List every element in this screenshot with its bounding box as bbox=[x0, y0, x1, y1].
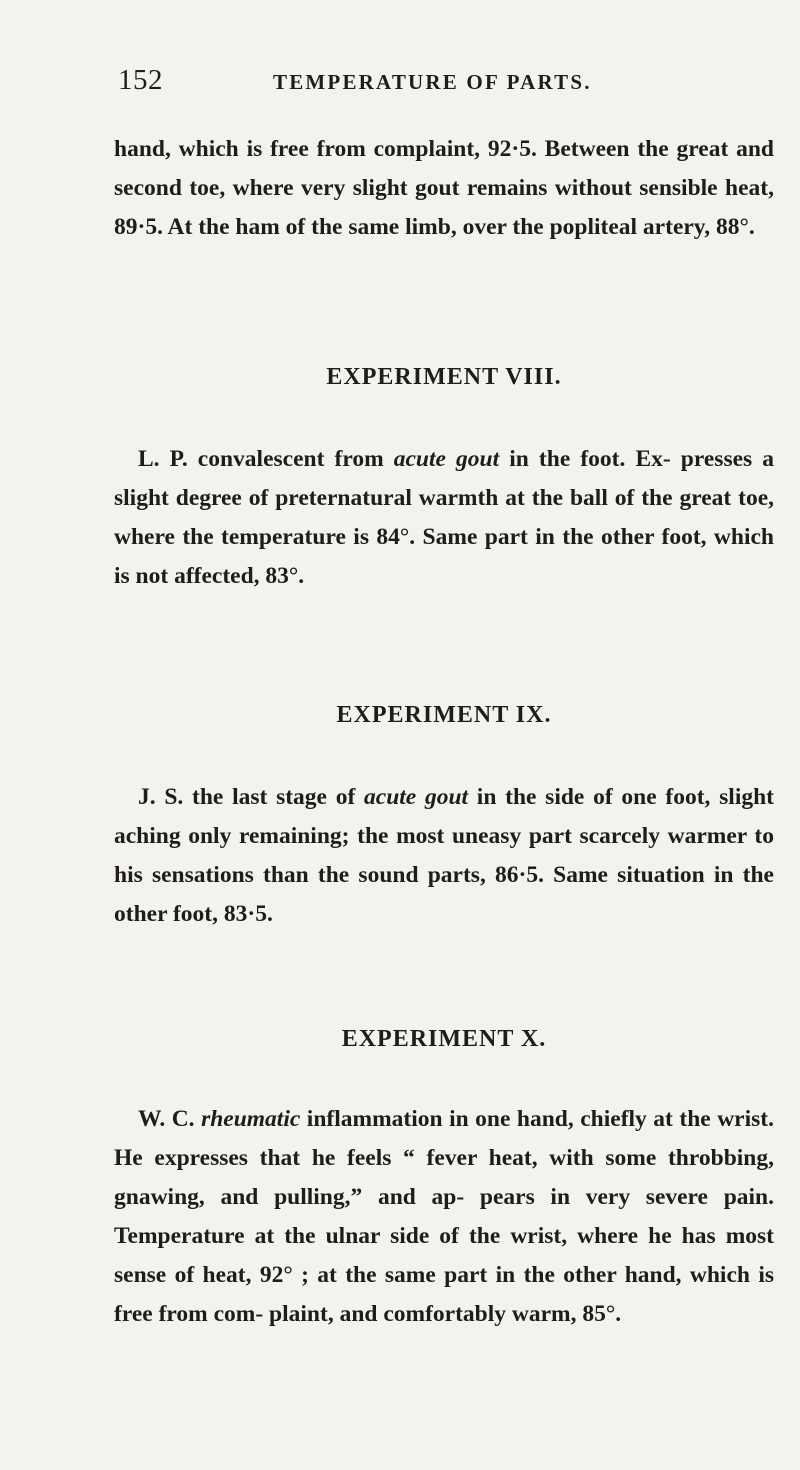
experiment-ix-text-end: in the side of one foot, slight aching only remaining; the most uneasy part scarcely warmer to his sensations than the sound parts, 86·5. Same situation in the other foot, 83·5. bbox=[114, 784, 774, 927]
experiment-x-text-italic: rheumatic bbox=[201, 1106, 301, 1132]
running-title: TEMPERATURE OF PARTS. bbox=[273, 70, 592, 94]
experiment-x-text-start: W. C. bbox=[138, 1106, 202, 1132]
experiment-x-text-end: inflammation in one hand, chiefly at the wrist. He expresses that he feels “ fever heat, with some throbbing, gnawing, and pulling,” and ap- pears in very severe pain. Temperature at the ulnar side of the wrist, where he has most sense of heat, 92° ; at the same part in the other hand, which is free from com- plaint, and comfortably warm, 85°. bbox=[114, 1106, 774, 1327]
experiment-ix-text-start: J. S. the last stage of bbox=[138, 784, 365, 810]
experiment-ix-heading: EXPERIMENT IX. bbox=[336, 702, 552, 728]
experiment-viii-text-end: in the foot. Ex- presses a slight degree of preternatural warmth at the ball of the great toe, where the temperature is 84°. Same part in the other foot, which is not affected, 83°. bbox=[114, 446, 775, 589]
continued-paragraph: hand, which is free from complaint, 92·5. Between the great and second toe, where very slight gout remains without sensible heat, 89·5. At the ham of the same limb, over the popliteal artery, 88°. bbox=[114, 136, 774, 240]
experiment-viii-text-italic: acute gout bbox=[393, 446, 500, 472]
experiment-viii-text bbox=[114, 440, 774, 596]
running-head bbox=[118, 64, 758, 104]
experiment-ix-text bbox=[114, 778, 774, 934]
experiment-ix-text-italic: acute gout bbox=[364, 784, 469, 810]
experiment-viii-heading: EXPERIMENT VIII. bbox=[326, 364, 562, 390]
experiment-x-text bbox=[114, 1100, 774, 1334]
page-number: 152 bbox=[118, 64, 163, 96]
experiment-viii-text-start: L. P. convalescent from bbox=[138, 446, 394, 472]
experiment-x-heading: EXPERIMENT X. bbox=[341, 1026, 547, 1052]
